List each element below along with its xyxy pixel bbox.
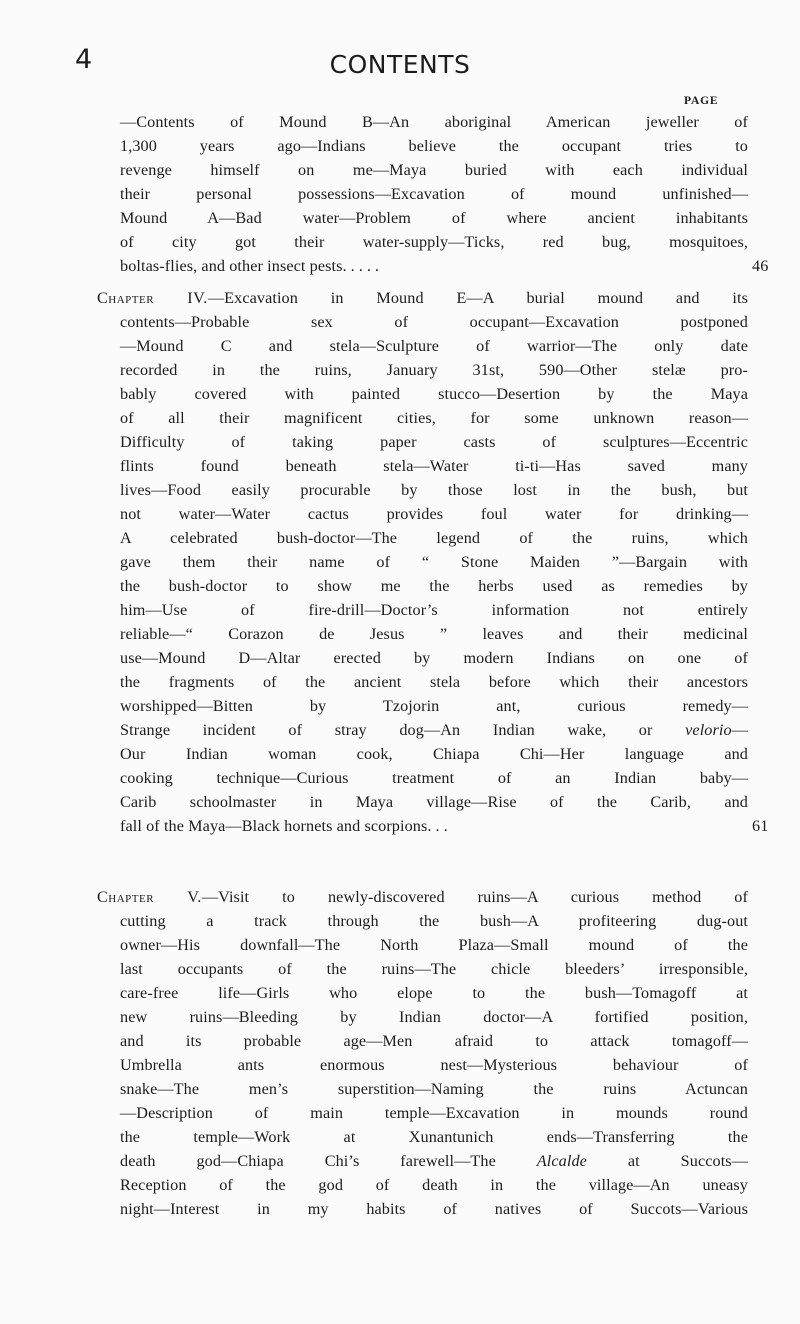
- dot-leader: . . .: [427, 817, 448, 835]
- entry-line: snake—The men’s superstition—Naming the ruins Actuncan: [120, 1080, 748, 1098]
- entry-line: the bush-doctor to show me the herbs used as remedies by: [120, 577, 748, 595]
- running-head: CONTENTS: [329, 50, 471, 79]
- entry-line: new ruins—Bleeding by Indian doctor—A fortified position,: [120, 1008, 748, 1026]
- entry-line-text: boltas-flies, and other insect pests: [120, 257, 343, 275]
- entry-line: use—Mound D—Altar erected by modern Indians on one of: [120, 649, 748, 667]
- entry-line: not water—Water cactus provides foul water for drinking—: [120, 505, 748, 523]
- entry-line: reliable—“ Corazon de Jesus ” leaves and their medicinal: [120, 625, 748, 643]
- contents-entry-chapter-5: [97, 885, 748, 1221]
- entry-line-text: fall of the Maya—Black hornets and scorpions: [120, 817, 428, 835]
- entry-line: last occupants of the ruins—The chicle bleeders’ irresponsible,: [120, 960, 748, 978]
- entry-last-line: [97, 254, 769, 278]
- entry-last-line: [97, 814, 769, 838]
- entry-line: Carib schoolmaster in Maya village—Rise of the Carib, and: [120, 793, 748, 811]
- page-column-label: PAGE: [684, 95, 719, 107]
- entry-line: Mound A—Bad water—Problem of where ancient inhabitants: [120, 209, 748, 227]
- entry-line: flints found beneath stela—Water ti-ti—Has saved many: [120, 457, 748, 475]
- entry-line: their personal possessions—Excavation of mound unfinished—: [120, 185, 748, 203]
- entry-line: gave them their name of “ Stone Maiden ”—Bargain with: [120, 553, 748, 571]
- entry-line: Umbrella ants enormous nest—Mysterious behaviour of: [120, 1056, 748, 1074]
- entry-first-line: [97, 885, 748, 909]
- entry-line-text: at Succots—: [586, 1152, 748, 1170]
- entry-line-text: —: [731, 721, 748, 739]
- entry-line: worshipped—Bitten by Tzojorin ant, curious remedy—: [120, 697, 748, 715]
- page-number: 4: [75, 44, 93, 75]
- entry-line-text: death god—Chiapa Chi’s farewell—The: [120, 1152, 537, 1170]
- entry-line-with-italic: [97, 1149, 748, 1173]
- entry-line: the temple—Work at Xunantunich ends—Transferring the: [120, 1128, 748, 1146]
- entry-line-with-italic: [97, 718, 748, 742]
- entry-line: revenge himself on me—Maya buried with each individual: [120, 161, 748, 179]
- entry-line: of city got their water-supply—Ticks, red bug, mosquitoes,: [120, 233, 748, 251]
- entry-line: Reception of the god of death in the village—An uneasy: [120, 1176, 748, 1194]
- entry-line: 1,300 years ago—Indians believe the occupant tries to: [120, 137, 748, 155]
- entry-line-text: Strange incident of stray dog—An Indian wake, or: [120, 721, 686, 739]
- entry-line: of all their magnificent cities, for some unknown reason—: [120, 409, 748, 427]
- entry-line: night—Interest in my habits of natives of Succots—Various: [120, 1200, 748, 1218]
- entry-line: —Description of main temple—Excavation in mounds round: [120, 1104, 748, 1122]
- entry-line-text: —Visit to newly-discovered ruins—A curious method of: [201, 888, 748, 906]
- entry-first-line: [97, 286, 748, 310]
- entry-line: A celebrated bush-doctor—The legend of the ruins, which: [120, 529, 748, 547]
- entry-line: Difficulty of taking paper casts of sculptures—Eccentric: [120, 433, 748, 451]
- entry-line: contents—Probable sex of occupant—Excavation postponed: [120, 313, 748, 331]
- entry-line: recorded in the ruins, January 31st, 590—Other stelæ pro-: [120, 361, 748, 379]
- italic-term: Alcalde: [536, 1152, 587, 1170]
- entry-line: —Contents of Mound B—An aboriginal American jeweller of: [120, 113, 748, 131]
- entry-page-number: 46: [752, 257, 769, 275]
- chapter-label: Chapter IV.: [97, 289, 208, 307]
- entry-line: cooking technique—Curious treatment of an Indian baby—: [120, 769, 748, 787]
- entry-line: owner—His downfall—The North Plaza—Small mound of the: [120, 936, 748, 954]
- dot-leader: . . . . .: [342, 257, 379, 275]
- entry-line: care-free life—Girls who elope to the bush—Tomagoff at: [120, 984, 748, 1002]
- entry-line: Our Indian woman cook, Chiapa Chi—Her language and: [120, 745, 748, 763]
- contents-entry-chapter-4: [97, 286, 769, 838]
- entry-line: bably covered with painted stucco—Desertion by the Maya: [120, 385, 748, 403]
- entry-line: him—Use of fire-drill—Doctor’s information not entirely: [120, 601, 748, 619]
- entry-line: —Mound C and stela—Sculpture of warrior—The only date: [120, 337, 748, 355]
- entry-line: and its probable age—Men afraid to attack tomagoff—: [120, 1032, 748, 1050]
- entry-line: cutting a track through the bush—A profiteering dug-out: [120, 912, 748, 930]
- entry-line: lives—Food easily procurable by those lost in the bush, but: [120, 481, 748, 499]
- italic-term: velorio: [685, 721, 732, 739]
- entry-page-number: 61: [752, 817, 769, 835]
- entry-line: the fragments of the ancient stela before which their ancestors: [120, 673, 748, 691]
- chapter-label: Chapter V.: [97, 888, 202, 906]
- contents-entry-continued: [97, 110, 769, 278]
- entry-line-text: —Excavation in Mound E—A burial mound and its: [207, 289, 748, 307]
